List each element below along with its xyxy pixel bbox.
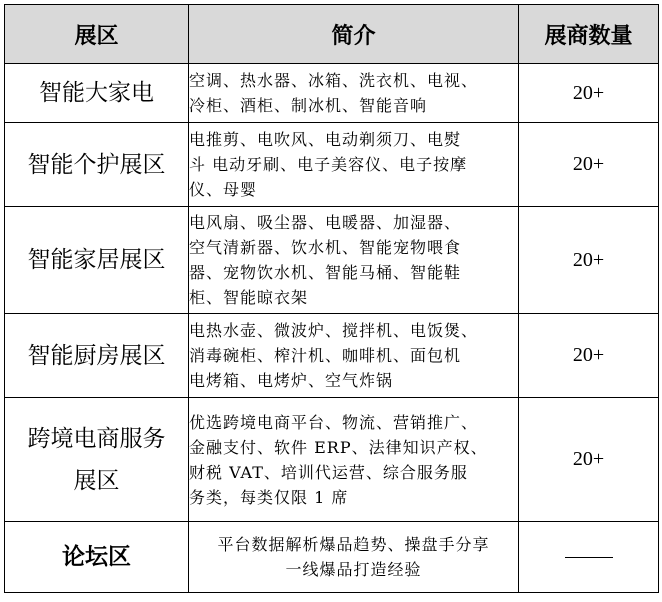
table-row	[5, 123, 659, 207]
description-line: 一线爆品打造经验	[285, 560, 422, 579]
description-line: 金融支付、软件 ERP、法律知识产权、	[189, 437, 488, 457]
description-line: 电推剪、电吹风、电动剃须刀、电熨	[189, 130, 462, 149]
zone-description	[189, 522, 519, 593]
description-line: 柜、智能晾衣架	[189, 288, 309, 307]
zone-name-line: 智能厨房展区	[27, 342, 166, 369]
description-line: 电风扇、吸尘器、电暖器、加湿器、	[189, 213, 462, 232]
table-row	[5, 314, 659, 398]
zone-name-line: 论坛区	[62, 543, 131, 570]
zone-name	[5, 123, 189, 207]
exhibitor-count: 20+	[519, 123, 659, 207]
zone-name-line: 智能家居展区	[27, 247, 166, 273]
exhibitor-count: 20+	[519, 398, 659, 522]
zone-description	[189, 398, 519, 522]
table-row	[5, 522, 659, 593]
zone-name	[5, 207, 189, 314]
zone-name-line: 智能个护展区	[27, 151, 166, 178]
zone-name	[5, 398, 189, 522]
zone-name	[5, 64, 189, 123]
description-line: 务类，每类仅限 1 席	[189, 487, 349, 507]
exhibitor-count: 20+	[519, 207, 659, 314]
exhibitor-count: 20+	[519, 64, 659, 123]
zone-description	[189, 123, 519, 207]
zone-description	[189, 207, 519, 314]
description-line: 空调、热水器、冰箱、洗衣机、电视、	[189, 71, 479, 90]
zone-name-line: 智能大家电	[39, 80, 154, 106]
description-line: 仪、母婴	[189, 180, 258, 199]
exhibit-table-wrapper	[4, 4, 659, 593]
zone-description	[189, 314, 519, 398]
description-line: 消毒碗柜、榨汁机、咖啡机、面包机	[189, 346, 462, 365]
description-line: 财税 VAT、培训代运营、综合服务服	[189, 462, 468, 482]
description-line: 电热水壶、微波炉、搅拌机、电饭煲、	[189, 321, 479, 340]
exhibit-zone-table	[4, 4, 659, 593]
description-line: 器、宠物饮水机、智能马桶、智能鞋	[189, 263, 462, 282]
zone-name-line: 跨境电商服务	[27, 425, 166, 452]
description-line: 电烤箱、电烤炉、空气炸锅	[189, 371, 394, 390]
description-line: 斗 电动牙刷、电子美容仪、电子按摩	[189, 155, 468, 174]
zone-description	[189, 64, 519, 123]
header-intro: 简介	[189, 5, 519, 64]
header-zone: 展区	[5, 5, 189, 64]
table-row	[5, 207, 659, 314]
exhibitor-count: 20+	[519, 314, 659, 398]
exhibitor-count-empty	[519, 522, 659, 593]
table-row	[5, 398, 659, 522]
dash-placeholder	[565, 557, 613, 558]
description-line: 平台数据解析爆品趋势、操盘手分享	[217, 535, 490, 554]
zone-name	[5, 522, 189, 593]
description-line: 优选跨境电商平台、物流、营销推广、	[189, 412, 479, 432]
table-row	[5, 64, 659, 123]
zone-name	[5, 314, 189, 398]
header-count: 展商数量	[519, 5, 659, 64]
zone-name-line: 展区	[73, 467, 120, 494]
description-line: 空气清新器、饮水机、智能宠物喂食	[189, 238, 462, 257]
table-header-row	[5, 5, 659, 64]
description-line: 冷柜、酒柜、制冰机、智能音响	[189, 96, 428, 115]
